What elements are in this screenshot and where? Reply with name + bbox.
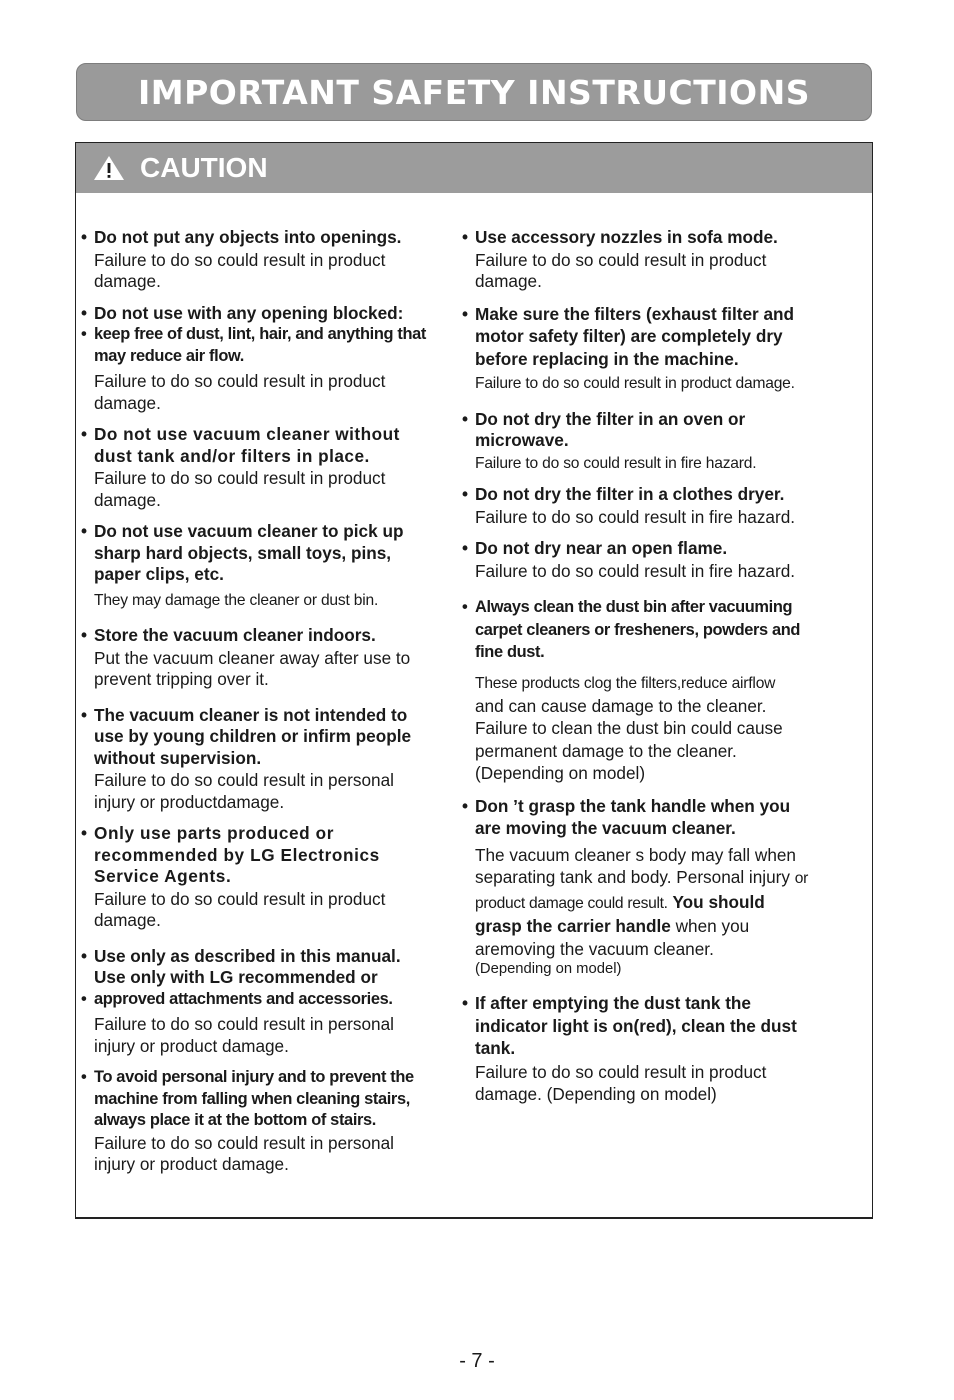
list-item xyxy=(81,625,431,691)
item-heading: • Store the vacuum cleaner indoors. xyxy=(81,625,431,647)
item-heading: • To avoid personal injury and to prevent the machine from falling when cleaning stairs, always place it at the bottom of stairs. xyxy=(81,1067,431,1132)
item-heading-continued: • approved attachments and accessories. xyxy=(81,989,431,1011)
item-text: They may damage the cleaner or dust bin. xyxy=(94,591,379,609)
item-heading: • Do not dry the filter in a clothes dryer. xyxy=(462,484,812,506)
item-text: Failure to do so could result in product damage. xyxy=(475,375,795,392)
item-text-note: (Depending on model) xyxy=(475,961,622,977)
caution-header xyxy=(76,143,872,193)
list-item xyxy=(81,705,431,814)
item-text: Failure to do so could result in fire hazard. xyxy=(475,454,757,472)
item-heading: • Do not dry the filter in an oven or microwave. xyxy=(462,409,812,452)
list-item xyxy=(81,823,431,932)
caution-section xyxy=(75,142,873,1219)
item-text: Failure to do so could result in product damage. xyxy=(475,249,767,291)
item-text: Failure to do so could result in product damage. xyxy=(94,249,386,291)
title-banner xyxy=(76,63,872,121)
item-heading: • Use accessory nozzles in sofa mode. xyxy=(462,227,812,249)
list-item xyxy=(462,795,812,979)
item-text: Failure to do so could result in fire hazard. xyxy=(475,560,796,581)
item-heading: • Do not use vacuum cleaner to pick up sharp hard objects, small toys, pins, paper clips, etc. xyxy=(81,521,431,586)
item-text: Failure to do so could result in personal injury or product damage. xyxy=(94,1132,394,1174)
list-item xyxy=(462,303,812,395)
item-heading: • Always clean the dust bin after vacuuming carpet cleaners or fresheners, powders and fine dust. xyxy=(462,596,812,664)
list-item xyxy=(81,227,431,293)
item-heading: • Do not put any objects into openings. xyxy=(81,227,431,249)
item-text: These products clog the filters,reduce airflow xyxy=(475,674,776,692)
item-heading: • Do not use vacuum cleaner without dust tank and/or filters in place. xyxy=(81,424,431,467)
left-column xyxy=(81,227,431,1186)
caution-label: CAUTION xyxy=(140,152,268,183)
list-item xyxy=(81,521,431,611)
item-heading: • Don ’t grasp the tank handle when you are moving the vacuum cleaner. xyxy=(462,795,812,840)
item-heading: • Do not use with any opening blocked: xyxy=(81,303,431,325)
item-heading: • Only use parts produced or recommended by LG Electronics Service Agents. xyxy=(81,823,431,888)
item-text: Failure to do so could result in fire hazard. xyxy=(475,506,796,527)
item-text-continued: and can cause damage to the cleaner. Failure to clean the dust bin could cause permanent damage to the cleaner. (Depending on model) xyxy=(475,695,783,783)
list-item xyxy=(462,992,812,1106)
page-number: - 7 - xyxy=(459,1350,495,1372)
list-item xyxy=(81,424,431,511)
right-column xyxy=(462,227,812,1116)
list-item xyxy=(462,596,812,785)
item-heading: • Make sure the filters (exhaust filter and motor safety filter) are completely dry before replacing in the machine. xyxy=(462,303,812,371)
item-text: Failure to do so could result in product damage. xyxy=(94,468,386,510)
item-text: Failure to do so could result in product damage. xyxy=(94,371,386,413)
list-item xyxy=(81,303,431,415)
list-item xyxy=(462,538,812,582)
page-title: IMPORTANT SAFETY INSTRUCTIONS xyxy=(137,72,810,112)
list-item xyxy=(462,227,812,293)
list-item xyxy=(81,1067,431,1176)
item-heading: • Do not dry near an open flame. xyxy=(462,538,812,560)
item-text: Failure to do so could result in product damage. (Depending on model) xyxy=(475,1061,767,1104)
item-text: Failure to do so could result in product damage. xyxy=(94,888,386,930)
list-item xyxy=(462,409,812,475)
list-item xyxy=(81,946,431,1058)
item-text: The vacuum cleaner s body may fall when separating tank and body. Personal injury or product damage could result. You should grasp the carrier handle when you aremoving the vacuum cleaner. xyxy=(475,844,809,959)
item-heading-continued: • keep free of dust, lint, hair, and anything that may reduce air flow. xyxy=(81,324,431,367)
item-heading: • Use only as described in this manual. Use only with LG recommended or xyxy=(81,946,431,989)
item-heading: • If after emptying the dust tank the indicator light is on(red), clean the dust tank. xyxy=(462,992,812,1060)
list-item xyxy=(462,484,812,528)
item-text: Failure to do so could result in personal injury or product damage. xyxy=(94,1014,394,1056)
item-text: Put the vacuum cleaner away after use to prevent tripping over it. xyxy=(94,647,411,689)
item-heading: • The vacuum cleaner is not intended to use by young children or infirm people without supervision. xyxy=(81,705,431,770)
warning-triangle-icon xyxy=(92,154,126,182)
item-text: Failure to do so could result in personal injury or productdamage. xyxy=(94,770,394,812)
